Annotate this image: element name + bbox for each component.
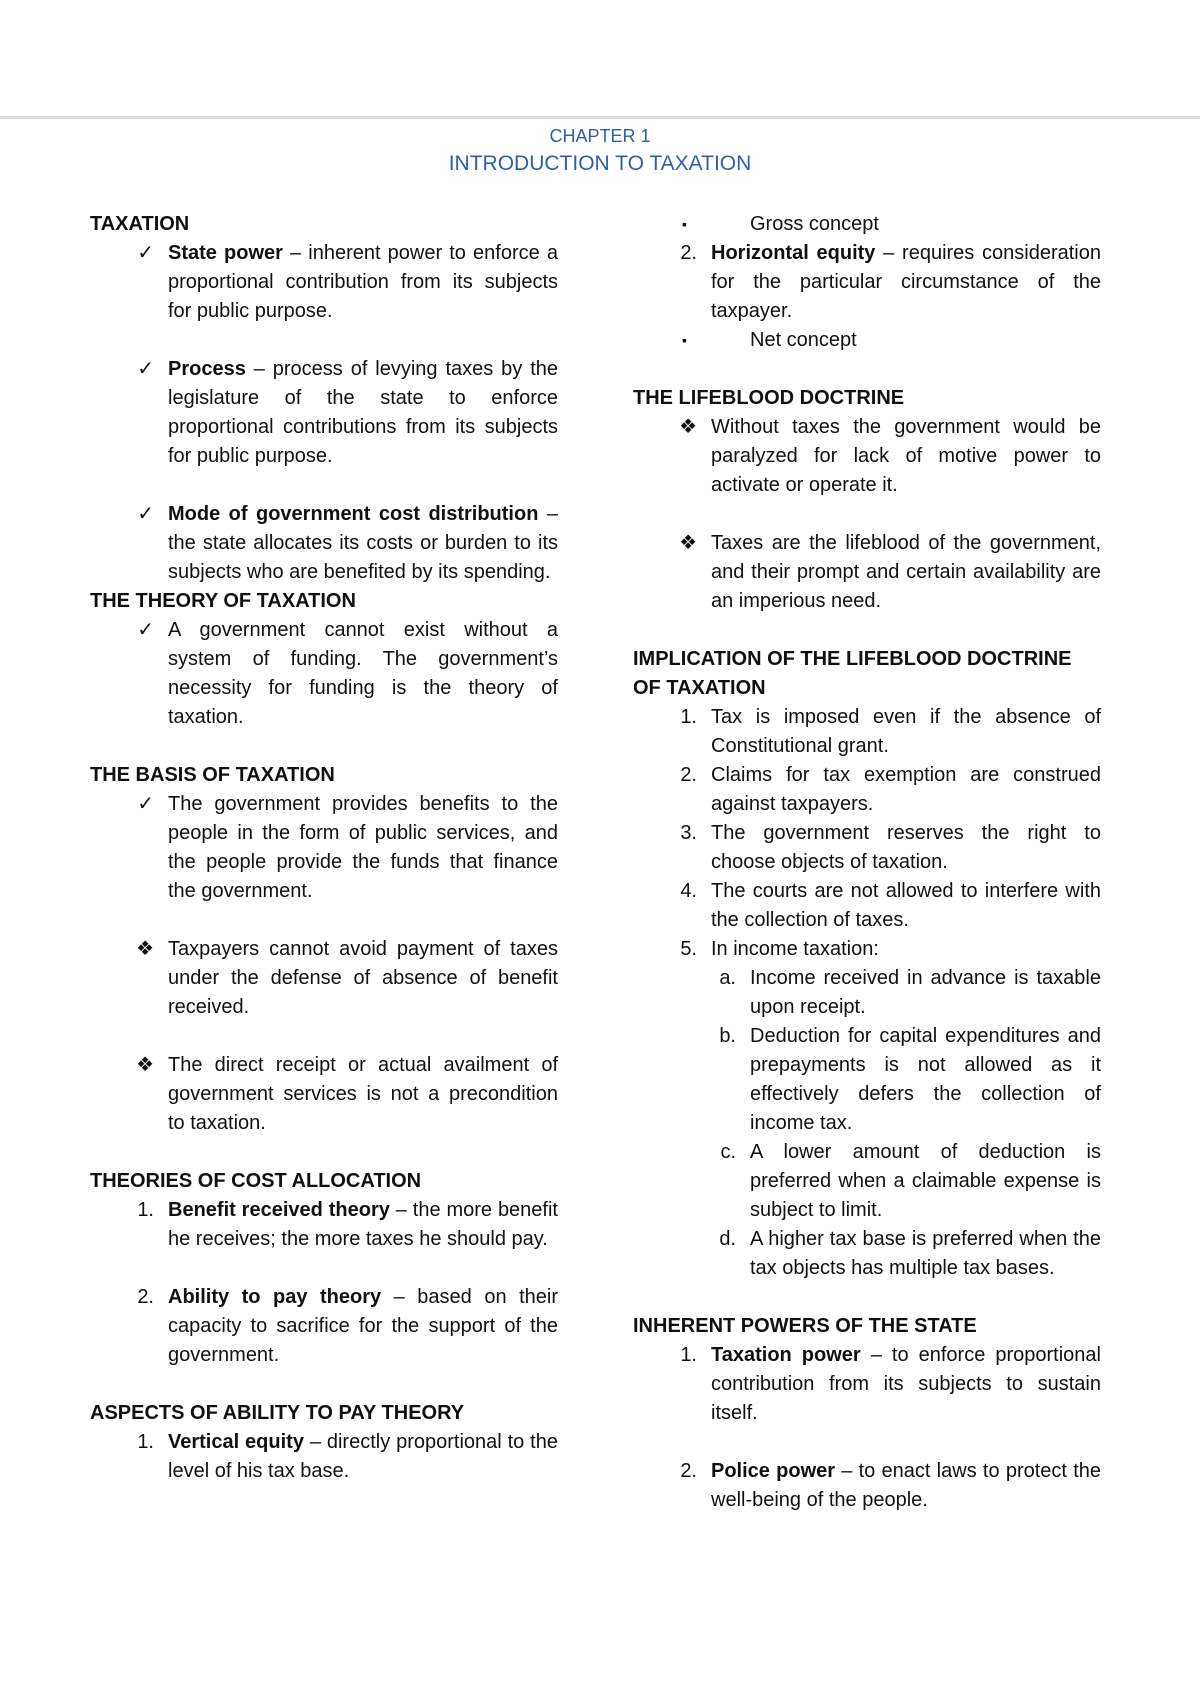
list-text: A higher tax base is preferred when the tax objects has multiple tax bases. [750, 1228, 1101, 1279]
term: Horizontal equity [711, 242, 876, 264]
list-number: 2. [680, 242, 697, 264]
term: Benefit received theory [168, 1199, 390, 1221]
list-item [633, 877, 1101, 935]
check-icon: ✓ [137, 619, 154, 641]
section-heading-basis: THE BASIS OF TAXATION [90, 764, 335, 786]
list-text: Taxpayers cannot avoid payment of taxes under the defense of absence of benefit received. [168, 938, 558, 1018]
definition: – based on their capacity to sacrifice for the support of the government. [168, 1286, 558, 1366]
square-bullet-icon: ▪ [682, 216, 687, 232]
section-heading-theory: THE THEORY OF TAXATION [90, 590, 356, 612]
section-heading-taxation: TAXATION [90, 213, 190, 235]
list-number: 1. [137, 1431, 154, 1453]
list-item [633, 819, 1101, 877]
check-icon: ✓ [137, 793, 154, 815]
list-number: 5. [680, 938, 697, 960]
list-text: The courts are not allowed to interfere with the collection of taxes. [711, 880, 1101, 931]
list-text: Tax is imposed even if the absence of Constitutional grant. [711, 706, 1101, 757]
list-item [633, 935, 1101, 964]
check-icon: ✓ [137, 358, 154, 380]
section-heading-powers: INHERENT POWERS OF THE STATE [633, 1315, 977, 1337]
list-item [633, 529, 1101, 616]
list-item [633, 703, 1101, 761]
term: Mode of government cost distribution [168, 503, 539, 525]
list-item [633, 1341, 1101, 1428]
list-number: 1. [137, 1199, 154, 1221]
list-item [90, 616, 558, 732]
list-item [90, 1051, 558, 1138]
list-item [633, 1457, 1101, 1515]
term: Taxation power [711, 1344, 861, 1366]
list-text: The government provides benefits to the people in the form of public services, and the people provide the funds that finance the government. [168, 793, 558, 902]
list-letter: a. [719, 967, 736, 989]
sub-list-item [633, 1225, 1101, 1283]
list-item [90, 790, 558, 906]
list-item [633, 239, 1101, 326]
diamond-bullet-icon: ❖ [679, 532, 697, 554]
section-heading-implication: IMPLICATION OF THE LIFEBLOOD DOCTRINE OF TAXATION [633, 648, 1072, 699]
term: Ability to pay theory [168, 1286, 382, 1308]
top-divider [0, 116, 1200, 119]
chapter-number: CHAPTER 1 [549, 126, 651, 146]
list-text: Claims for tax exemption are construed against taxpayers. [711, 764, 1101, 815]
list-text: Income received in advance is taxable upon receipt. [750, 967, 1101, 1018]
list-item [90, 239, 558, 326]
definition: – to enforce proportional contribution from its subjects to sustain itself. [711, 1344, 1101, 1424]
list-item [90, 1283, 558, 1370]
list-number: 2. [680, 1460, 697, 1482]
list-number: 4. [680, 880, 697, 902]
term: Police power [711, 1460, 836, 1482]
list-letter: c. [720, 1141, 736, 1163]
check-icon: ✓ [137, 503, 154, 525]
square-bullet-icon: ▪ [682, 332, 687, 348]
definition: – process of levying taxes by the legislature of the state to enforce proportional contributions from its subjects for public purpose. [168, 358, 558, 467]
term: Process [168, 358, 246, 380]
definition: – the more benefit he receives; the more taxes he should pay. [168, 1199, 558, 1250]
definition: – directly proportional to the level of his tax base. [168, 1431, 558, 1482]
diamond-bullet-icon: ❖ [136, 938, 154, 960]
list-number: 1. [680, 1344, 697, 1366]
term: State power [168, 242, 283, 264]
list-number: 1. [680, 706, 697, 728]
left-column [90, 210, 558, 1486]
list-text: A government cannot exist without a system of funding. The government’s necessity for funding is the theory of taxation. [168, 619, 558, 728]
list-number: 2. [680, 764, 697, 786]
list-number: 2. [137, 1286, 154, 1308]
chapter-title: INTRODUCTION TO TAXATION [448, 152, 752, 175]
diamond-bullet-icon: ❖ [136, 1054, 154, 1076]
list-text: Gross concept [750, 213, 879, 235]
definition: – requires consideration for the particular circumstance of the taxpayer. [711, 242, 1101, 322]
list-item [90, 500, 558, 587]
term: Vertical equity [168, 1431, 304, 1453]
list-text: The government reserves the right to choose objects of taxation. [711, 822, 1101, 873]
list-item [90, 935, 558, 1022]
list-text: Net concept [750, 329, 857, 351]
sub-list-item [633, 964, 1101, 1022]
right-column [633, 210, 1101, 1515]
section-heading-aspects: ASPECTS OF ABILITY TO PAY THEORY [90, 1402, 465, 1424]
sub-list-item [633, 1138, 1101, 1225]
diamond-bullet-icon: ❖ [679, 416, 697, 438]
list-text: In income taxation: [711, 938, 879, 960]
list-item [90, 1428, 558, 1486]
list-item [90, 1196, 558, 1254]
list-text: A lower amount of deduction is preferred when a claimable expense is subject to limit. [750, 1141, 1101, 1221]
list-letter: b. [719, 1025, 736, 1047]
check-icon: ✓ [137, 242, 154, 264]
list-item [633, 413, 1101, 500]
definition: – the state allocates its costs or burden to its subjects who are benefited by its spending. [168, 503, 559, 583]
list-number: 3. [680, 822, 697, 844]
section-heading-lifeblood: THE LIFEBLOOD DOCTRINE [633, 387, 905, 409]
list-text: Taxes are the lifeblood of the government, and their prompt and certain availability are an imperious need. [711, 532, 1101, 612]
list-item [90, 355, 558, 471]
list-letter: d. [719, 1228, 736, 1250]
section-heading-cost-allocation: THEORIES OF COST ALLOCATION [90, 1170, 422, 1192]
sub-list-item [633, 210, 1101, 239]
sub-list-item [633, 1022, 1101, 1138]
definition: – inherent power to enforce a proportional contribution from its subjects for public purpose. [168, 242, 558, 322]
list-text: Deduction for capital expenditures and prepayments is not allowed as it effectively defers the collection of income tax. [750, 1025, 1101, 1134]
list-item [633, 761, 1101, 819]
sub-list-item [633, 326, 1101, 355]
list-text: The direct receipt or actual availment of government services is not a precondition to taxation. [168, 1054, 558, 1134]
definition: – to enact laws to protect the well-being of the people. [711, 1460, 1101, 1511]
list-text: Without taxes the government would be paralyzed for lack of motive power to activate or operate it. [711, 416, 1101, 496]
